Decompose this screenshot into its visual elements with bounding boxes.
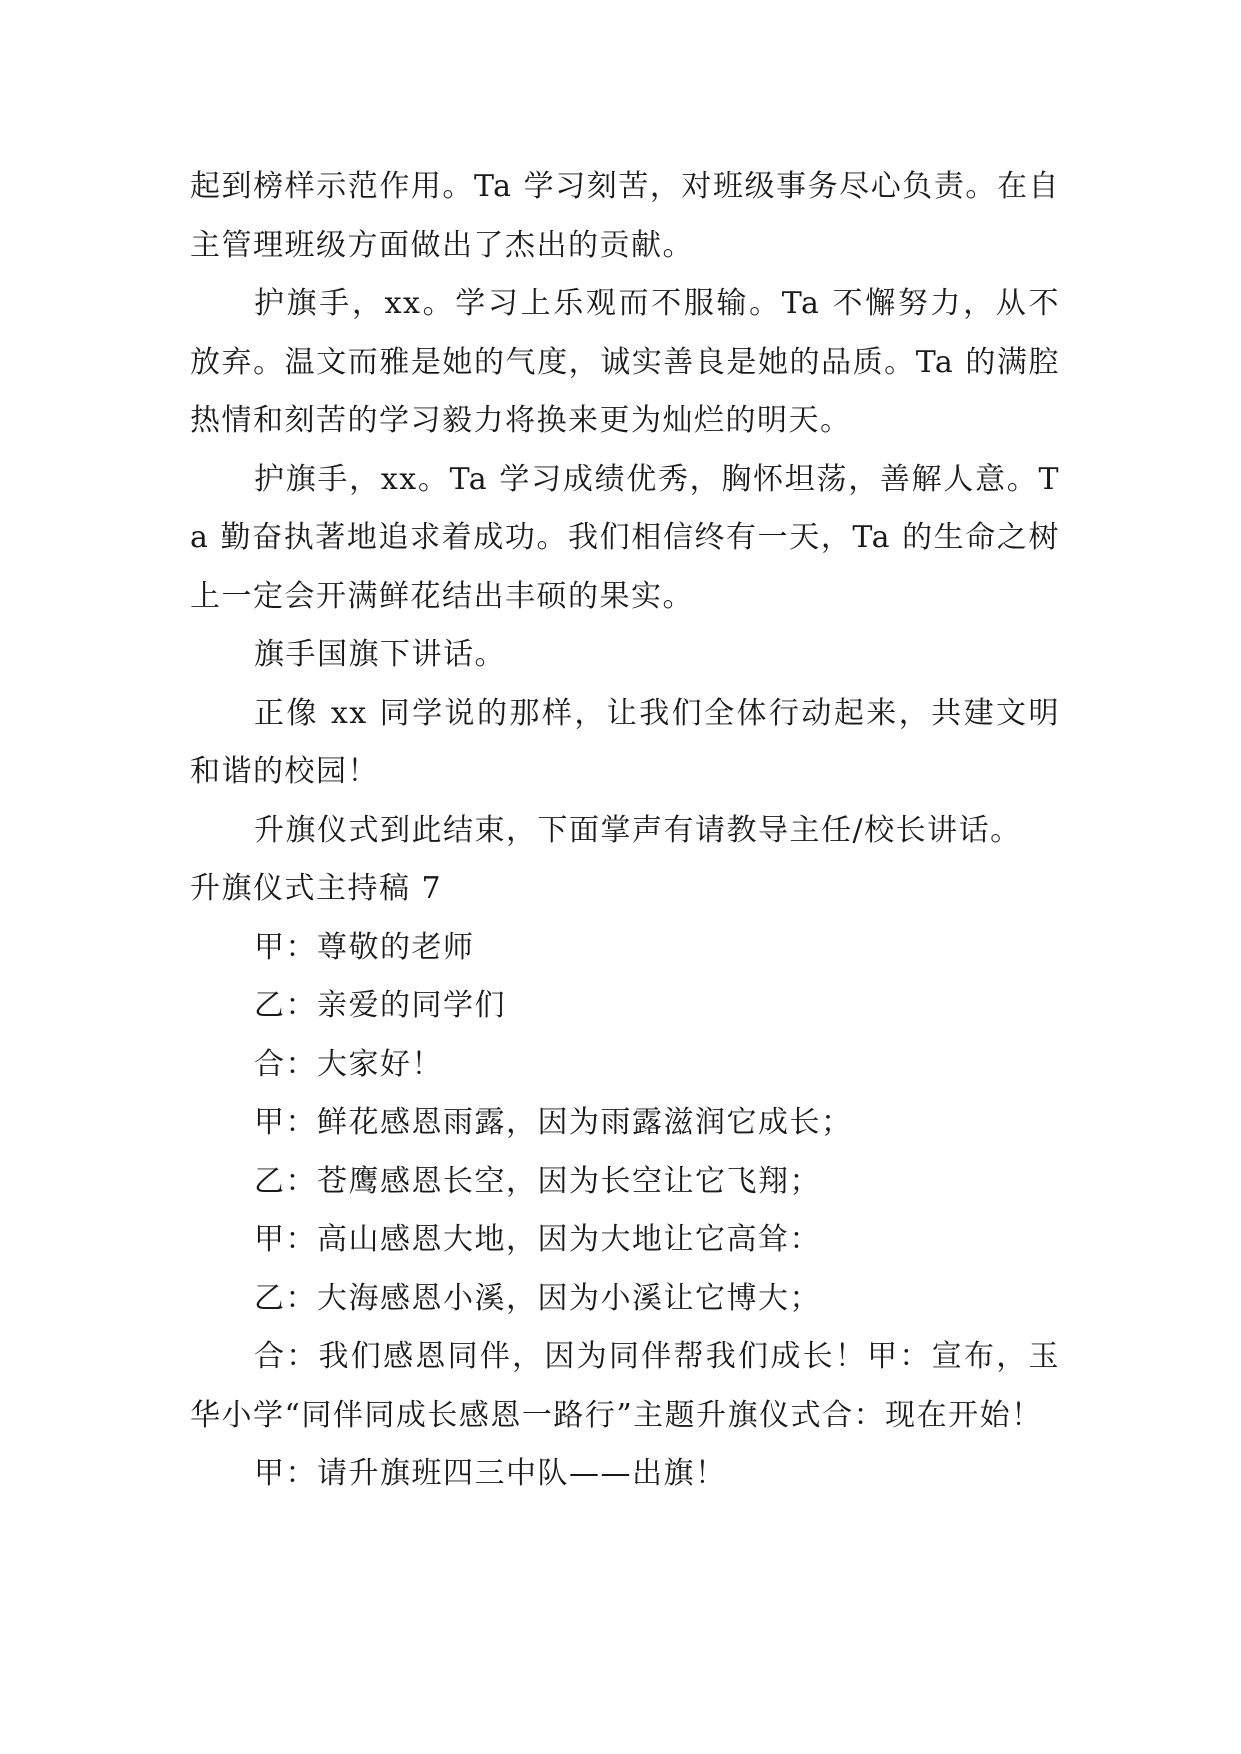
- dialogue-line: 甲：尊敬的老师: [254, 929, 475, 965]
- dialogue-line: 乙：苍鹰感恩长空，因为长空让它飞翔；: [254, 1163, 821, 1199]
- dialogue-line: 乙：大海感恩小溪，因为小溪让它博大；: [254, 1280, 821, 1316]
- dialogue-line: 甲：鲜花感恩雨露，因为雨露滋润它成长；: [254, 1105, 853, 1140]
- document-body: [190, 158, 1060, 1504]
- paragraph: 正像 xx 同学说的那样，让我们全体行动起来，共建文明和谐的校园！: [190, 695, 1060, 789]
- paragraph: 护旗手，xx。学习上乐观而不服输。Ta 不懈努力，从不放弃。温文而雅是她的气度，诚实善良是她的品质。Ta 的满腔热情和刻苦的学习毅力将换来更为灿烂的明天。: [190, 286, 1060, 438]
- paragraph: 旗手国旗下讲话。: [254, 637, 506, 672]
- paragraph: 升旗仪式到此结束，下面掌声有请教导主任/校长讲话。: [254, 812, 1022, 848]
- paragraph: 起到榜样示范作用。Ta 学习刻苦，对班级事务尽心负责。在自主管理班级方面做出了杰出的贡献。: [190, 169, 1060, 263]
- dialogue-line: 甲：高山感恩大地，因为大地让它高耸：: [254, 1222, 821, 1257]
- section-heading: 升旗仪式主持稿 7: [190, 871, 443, 906]
- dialogue-line: 合：我们感恩同伴，因为同伴帮我们成长！甲：宣布，玉华小学“同伴同成长感恩一路行”主题升旗仪式合：现在开始！: [190, 1339, 1060, 1433]
- dialogue-line: 甲：请升旗班四三中队——出旗！: [254, 1456, 727, 1491]
- paragraph: 护旗手，xx。Ta 学习成绩优秀，胸怀坦荡，善解人意。Ta 勤奋执著地追求着成功。我们相信终有一天，Ta 的生命之树上一定会开满鲜花结出丰硕的果实。: [190, 461, 1060, 614]
- dialogue-line: 合：大家好！: [254, 1046, 443, 1082]
- dialogue-line: 乙：亲爱的同学们: [254, 988, 506, 1023]
